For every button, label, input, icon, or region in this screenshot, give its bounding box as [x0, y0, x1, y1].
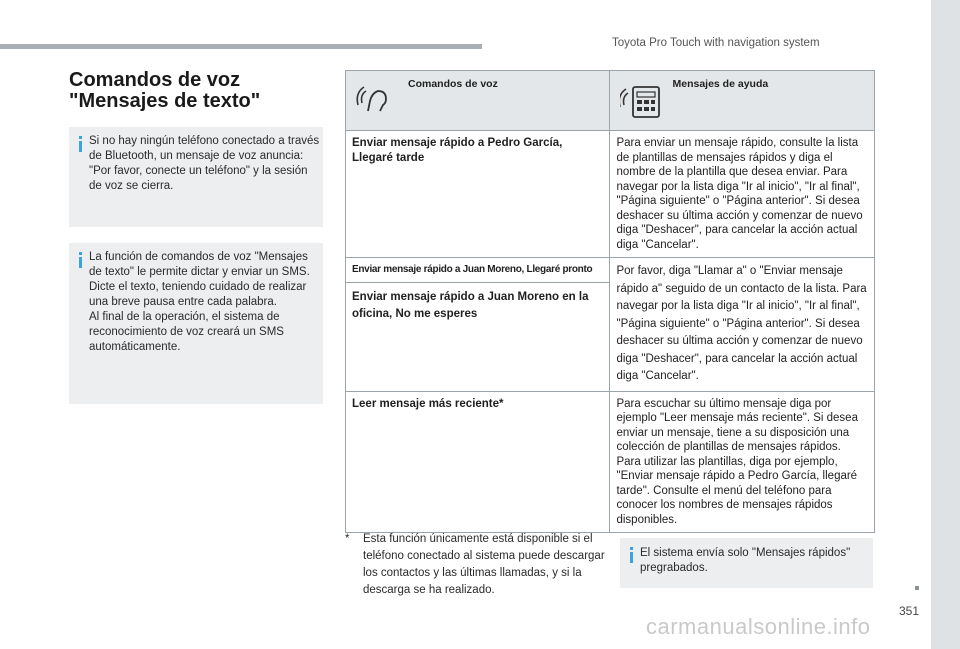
info-note-quick-messages: [620, 538, 873, 588]
info-note-sms: [69, 243, 323, 404]
header-voice-commands-label: Comandos de voz: [408, 78, 498, 90]
table-row: [346, 258, 875, 392]
header-bar: [0, 44, 482, 49]
info-note-line: Dicte el texto, teniendo cuidado de realizar una breve pausa entre cada palabra.: [89, 281, 307, 308]
table-row: [346, 391, 875, 533]
header-help-messages-label: Mensajes de ayuda: [672, 78, 769, 90]
command-variant-text: Enviar mensaje rápido a Juan Moreno en la oficina, No me esperes: [352, 290, 589, 320]
voice-commands-table: [345, 70, 875, 533]
header-title: Toyota Pro Touch with navigation system: [612, 37, 820, 49]
help-cell: Para escuchar su último mensaje diga por ejemplo "Leer mensaje más reciente". Si desea enviar un mensaje, tiene a su disposición una colección de plantillas de mensajes rápidos. Para utilizar las plantillas, diga por ejemplo, "Enviar mensaje rápido a Pedro García, llegaré tarde". Consulte el menú del teléfono para conocer los nombres de mensajes rápidos disponibles.: [610, 391, 875, 533]
continue-marker: [915, 586, 919, 590]
page-number: 351: [899, 604, 920, 618]
info-icon: [77, 136, 84, 152]
info-icon: [628, 547, 635, 563]
command-cell: Enviar mensaje rápido a Pedro García, Llegaré tarde: [346, 131, 610, 258]
side-strip: [931, 0, 960, 649]
command-cell: Leer mensaje más reciente*: [346, 391, 610, 533]
table-row: [346, 131, 875, 258]
command-variant: Enviar mensaje rápido a Juan Moreno, Llegaré pronto: [352, 264, 593, 275]
voice-command-icon: [356, 83, 392, 113]
page-title-line2: "Mensajes de texto": [69, 90, 261, 112]
info-note-text: Si no hay ningún teléfono conectado a través de Bluetooth, un mensaje de voz anuncia: "Por favor, conecte un teléfono" y la sesión de voz se cierra.: [89, 135, 320, 192]
table-header-row: [346, 71, 875, 131]
footnote-text: Esta función únicamente está disponible si el teléfono conectado al sistema puede descargar los contactos y las últimas llamadas, y si la descarga se ha realizado.: [363, 533, 605, 596]
info-icon: [77, 252, 84, 268]
watermark: carmanualsonline.info: [646, 614, 871, 639]
help-cell: Para enviar un mensaje rápido, consulte la lista de plantillas de mensajes rápidos y diga el nombre de la plantilla que desea enviar. Para navegar por la lista diga "Ir al inicio", "Ir al final", "Página siguiente" o "Página anterior". Si desea deshacer su última acción y comenzar de nuevo diga "Deshacer", para cancelar la acción actual diga "Cancelar".: [610, 131, 875, 258]
page-title: [69, 70, 260, 112]
footnote-marker: *: [345, 533, 350, 545]
footnote: [345, 531, 605, 599]
info-note-line: La función de comandos de voz "Mensajes de texto" le permite dictar y enviar un SMS.: [89, 251, 310, 278]
command-variant: [346, 282, 609, 324]
header-help-messages: [610, 71, 875, 131]
header-voice-commands: [346, 71, 610, 131]
info-note-text: El sistema envía solo "Mensajes rápidos" pregrabados.: [640, 547, 851, 574]
page-title-line1: Comandos de voz: [69, 69, 241, 91]
help-cell: Por favor, diga "Llamar a" o "Enviar mensaje rápido a" seguido de un contacto de la lista. Para navegar por la lista diga "Ir al inicio", "Ir al final", "Página siguiente" o "Página anterior". Si desea deshacer su última acción y comenzar de nuevo diga "Deshacer", para cancelar la acción actual diga "Cancelar".: [610, 258, 875, 392]
info-note-bluetooth: [69, 127, 323, 227]
help-message-icon: [620, 83, 662, 119]
command-cell-group: [346, 258, 610, 392]
info-note-line: Al final de la operación, el sistema de reconocimiento de voz creará un SMS automáticamente.: [89, 311, 284, 353]
